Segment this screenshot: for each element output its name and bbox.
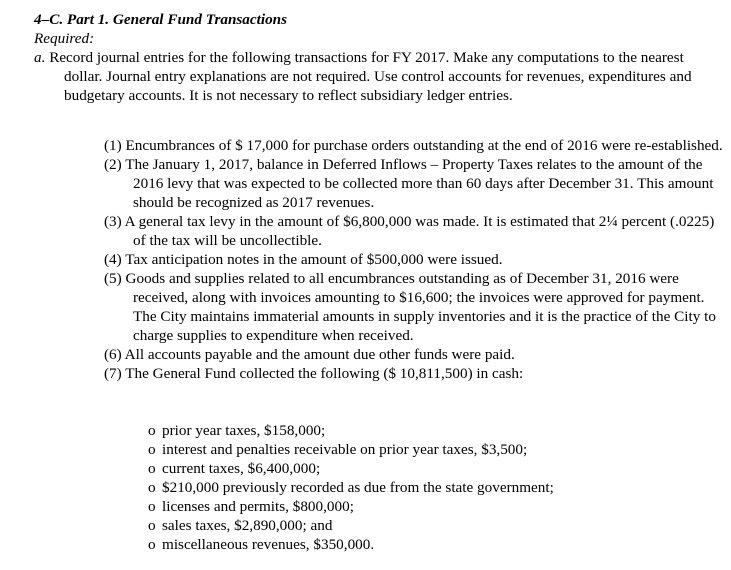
collection-item-text: sales taxes, $2,890,000; and (162, 517, 333, 534)
bullet-icon: o (148, 498, 156, 515)
collection-item (148, 478, 708, 497)
transaction-item-4: (4) Tax anticipation notes in the amount of $500,000 were issued. (104, 251, 503, 268)
collection-item (148, 440, 708, 459)
part-a-paragraph (34, 48, 724, 105)
transaction-item-5: (5) Goods and supplies related to all encumbrances outstanding as of December 31, 2016 were received, along with invoices amounting to $16,600; the invoices were approved for payment. The City maintains immaterial amounts in supply inventories and it is the practice of the City to charge supplies to expenditure when received. (104, 270, 716, 344)
collection-item-text: miscellaneous revenues, $350,000. (162, 536, 375, 553)
bullet-icon: o (148, 422, 156, 439)
required-label: Required: (34, 30, 95, 47)
bullet-icon: o (148, 441, 156, 458)
transaction-item-3: (3) A general tax levy in the amount of $6,800,000 was made. It is estimated that 2¼ percent (.0225) of the tax will be uncollectible. (104, 213, 715, 249)
section-title: 4–C. Part 1. General Fund Transactions (34, 11, 288, 28)
bullet-icon: o (148, 536, 156, 553)
transaction-item-6: (6) All accounts payable and the amount due other funds were paid. (104, 346, 515, 363)
bullet-icon: o (148, 479, 156, 496)
bullet-icon: o (148, 517, 156, 534)
part-a-instructions (34, 48, 724, 105)
transaction-item-1: (1) Encumbrances of $ 17,000 for purchase orders outstanding at the end of 2016 were re-established. (104, 137, 723, 154)
collection-item (148, 535, 708, 554)
collection-item-text: $210,000 previously recorded as due from the state government; (162, 479, 554, 496)
collection-item-text: prior year taxes, $158,000; (162, 422, 326, 439)
collection-item-text: licenses and permits, $800,000; (162, 498, 354, 515)
transaction-item-2: (2) The January 1, 2017, balance in Deferred Inflows – Property Taxes relates to the amount of the 2016 levy that was expected to be collected more than 60 days after December 31. This amount should be recognized as 2017 revenues. (104, 156, 714, 211)
collection-item (148, 421, 708, 440)
collection-item-text: interest and penalties receivable on prior year taxes, $3,500; (162, 441, 528, 458)
collection-item (148, 459, 708, 478)
collection-item (148, 497, 708, 516)
collection-item-text: current taxes, $6,400,000; (162, 460, 321, 477)
part-a-marker: a. (34, 49, 46, 66)
part-a-text: Record journal entries for the following transactions for FY 2017. Make any computations to the nearest dollar. Journal entry explanations are not required. Use control accounts for revenues, expenditures and budgetary accounts. It is not necessary to reflect subsidiary ledger entries. (49, 49, 692, 104)
bullet-icon: o (148, 460, 156, 477)
transaction-list (104, 136, 724, 383)
transaction-item-7: (7) The General Fund collected the following ($ 10,811,500) in cash: (104, 365, 524, 382)
collections-list (148, 421, 708, 554)
collection-item (148, 516, 708, 535)
